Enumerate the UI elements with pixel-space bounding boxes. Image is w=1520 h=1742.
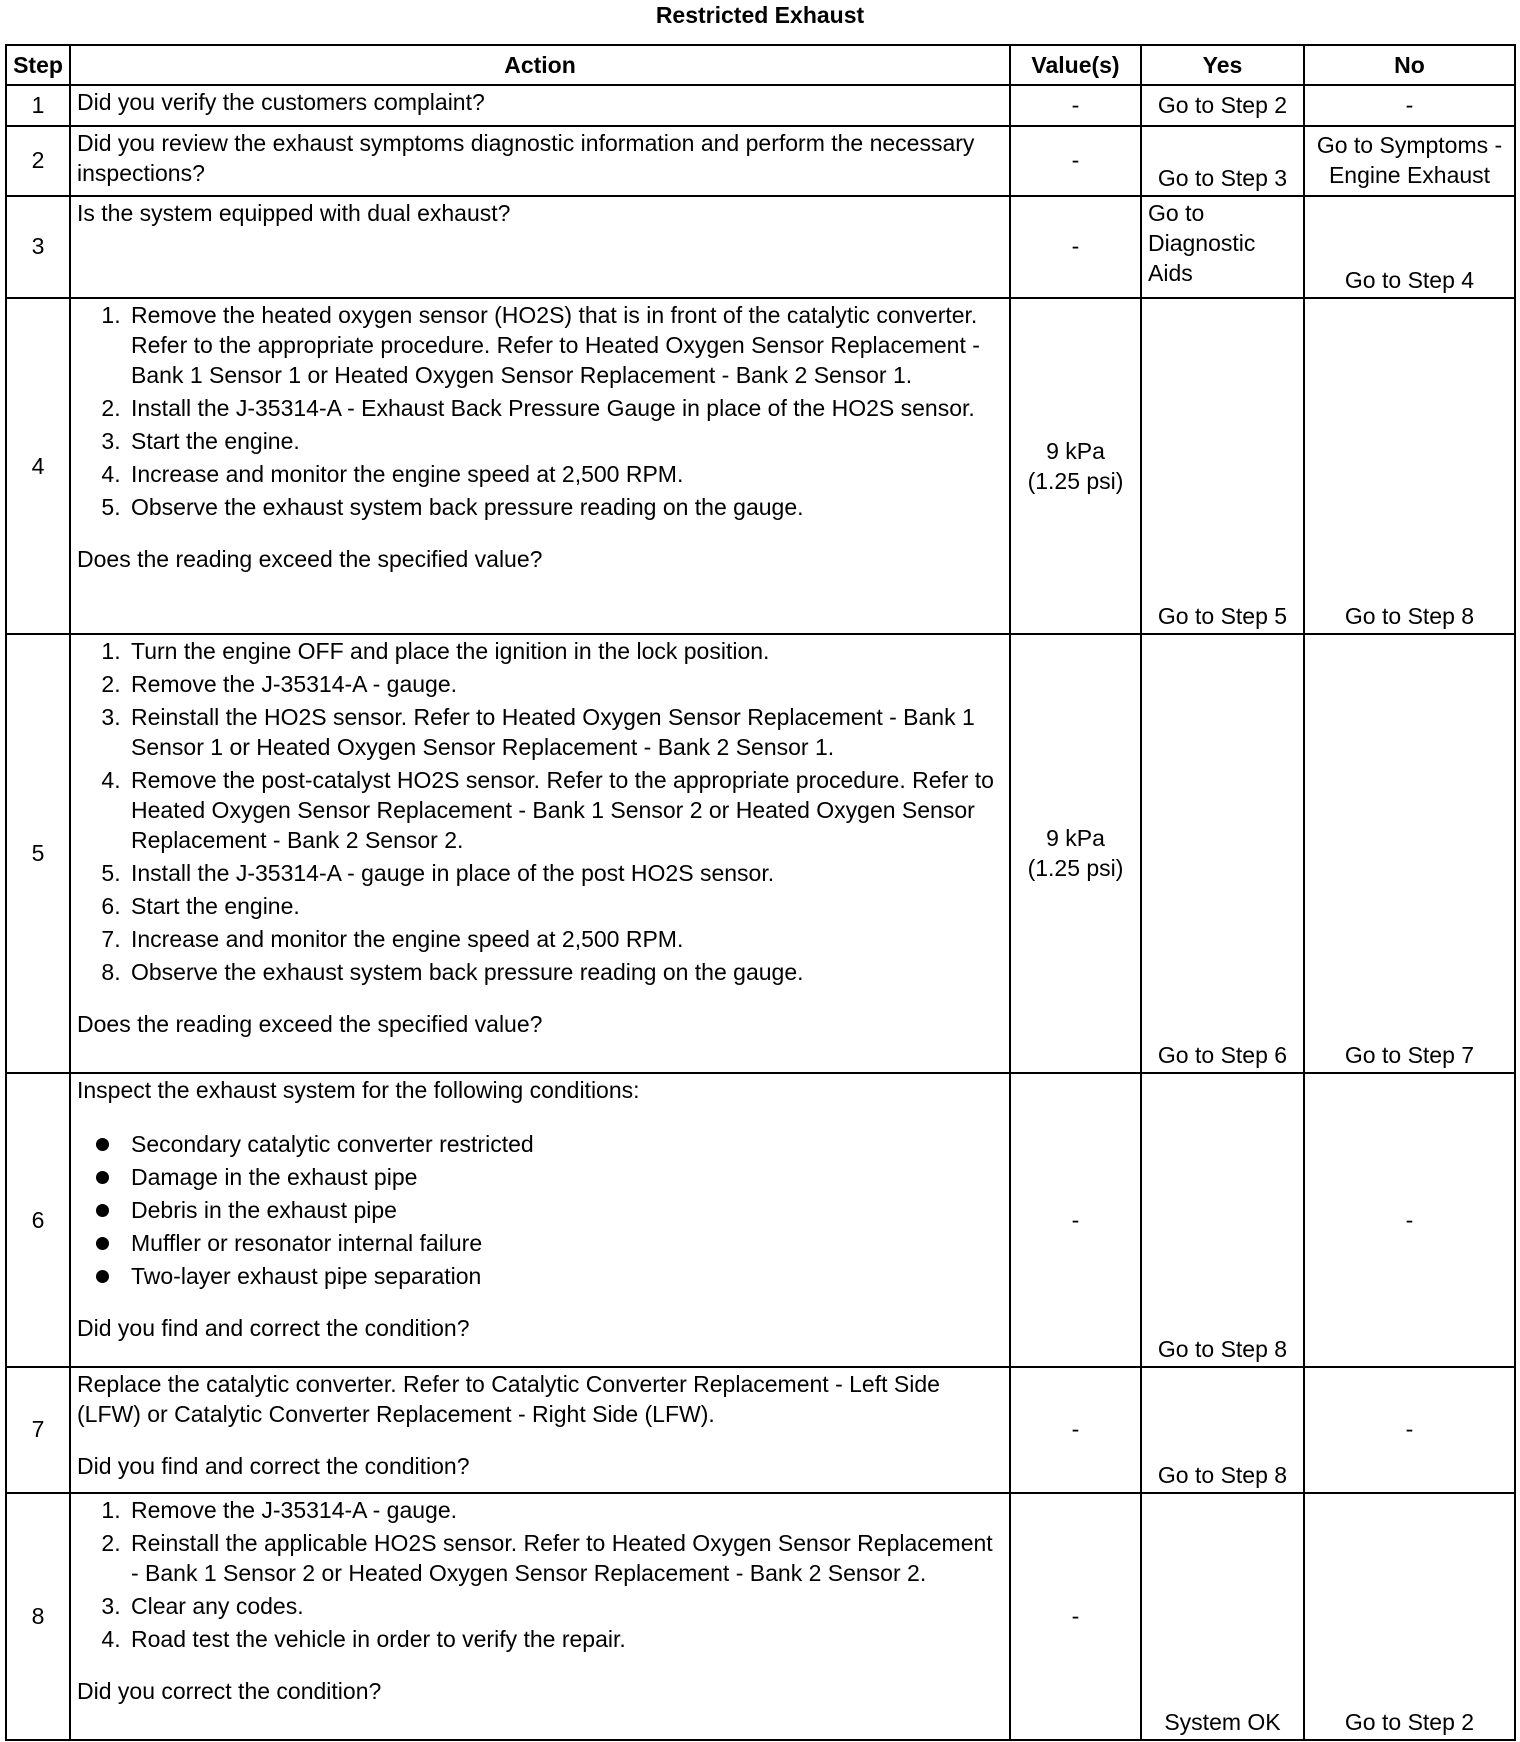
- table-row: [6, 126, 1515, 196]
- no-cell: -: [1304, 1073, 1515, 1367]
- list-item-text: Secondary catalytic converter restricted: [131, 1131, 534, 1158]
- table-row: [6, 634, 1515, 1073]
- list-item: 1. Remove the J-35314-A - gauge.: [127, 1495, 1003, 1525]
- list-item: 4. Remove the post-catalyst HO2S sensor. Refer to the appropriate procedure. Refer to Heated Oxygen Sensor Replacement - Bank 1 Sensor 2 or Heated Oxygen Sensor Replacement - Bank 2 Sensor 2.: [127, 765, 1003, 855]
- step-number: 8: [6, 1493, 70, 1740]
- list-item: [127, 1261, 1003, 1291]
- bullet-icon: [96, 1237, 109, 1250]
- value-cell: -: [1010, 126, 1141, 196]
- list-item: [127, 1129, 1003, 1159]
- procedure-list: [77, 300, 1003, 522]
- intro-text: Replace the catalytic converter. Refer to Catalytic Converter Replacement - Left Side (LFW) or Catalytic Converter Replacement - Right Side (LFW).: [77, 1370, 940, 1427]
- yes-cell: Go to Step 8: [1141, 1367, 1304, 1493]
- step-number: 1: [6, 85, 70, 126]
- intro-text: Inspect the exhaust system for the following conditions:: [77, 1077, 640, 1104]
- table-header-row: [6, 45, 1515, 85]
- yes-cell: Go to Step 3: [1141, 126, 1304, 196]
- list-item: 3. Reinstall the HO2S sensor. Refer to Heated Oxygen Sensor Replacement - Bank 1 Sensor 1 or Heated Oxygen Sensor Replacement - Bank 2 Sensor 1.: [127, 702, 1003, 762]
- table-row: [6, 85, 1515, 126]
- step-number: 4: [6, 298, 70, 635]
- question-text: Did you correct the condition?: [77, 1677, 382, 1704]
- list-item-text: Muffler or resonator internal failure: [131, 1230, 483, 1257]
- header-step: Step: [6, 45, 70, 85]
- list-item: 1. Remove the heated oxygen sensor (HO2S) that is in front of the catalytic converter. Refer to the appropriate procedure. Refer to Heated Oxygen Sensor Replacement - Bank 1 Sensor 1 or Heated Oxygen Sensor Replacement - Bank 2 Sensor 1.: [127, 300, 1003, 390]
- yes-cell: System OK: [1141, 1493, 1304, 1740]
- yes-cell: Go to Diagnostic Aids: [1141, 196, 1304, 298]
- table-row: [6, 1073, 1515, 1367]
- list-item: 3. Start the engine.: [127, 426, 1003, 456]
- bullet-icon: [96, 1204, 109, 1217]
- value-cell: -: [1010, 1073, 1141, 1367]
- list-item: 5. Observe the exhaust system back pressure reading on the gauge.: [127, 492, 1003, 522]
- list-item: 3. Clear any codes.: [127, 1591, 1003, 1621]
- no-cell: Go to Step 2: [1304, 1493, 1515, 1740]
- list-item-text: Damage in the exhaust pipe: [131, 1164, 418, 1191]
- action-cell: [70, 1493, 1010, 1740]
- question-text: Does the reading exceed the specified value?: [77, 545, 543, 572]
- action-cell: [70, 1073, 1010, 1367]
- value-cell: -: [1010, 1493, 1141, 1740]
- step-number: 3: [6, 196, 70, 298]
- list-item-text: Debris in the exhaust pipe: [131, 1197, 397, 1224]
- list-item: 4. Road test the vehicle in order to verify the repair.: [127, 1624, 1003, 1654]
- step-number: 7: [6, 1367, 70, 1493]
- action-cell: [70, 298, 1010, 635]
- no-cell: -: [1304, 1367, 1515, 1493]
- action-text: Did you review the exhaust symptoms diagnostic information and perform the necessary inspections?: [70, 126, 1010, 196]
- no-cell: Go to Step 4: [1304, 196, 1515, 298]
- header-yes: Yes: [1141, 45, 1304, 85]
- bullet-icon: [96, 1138, 109, 1151]
- page-title: Restricted Exhaust: [655, 2, 865, 28]
- action-cell: [70, 634, 1010, 1073]
- list-item: 2. Remove the J-35314-A - gauge.: [127, 669, 1003, 699]
- list-item: [127, 1195, 1003, 1225]
- no-cell: -: [1304, 85, 1515, 126]
- list-item: 7. Increase and monitor the engine speed at 2,500 RPM.: [127, 924, 1003, 954]
- list-item: 8. Observe the exhaust system back pressure reading on the gauge.: [127, 957, 1003, 987]
- header-no: No: [1304, 45, 1515, 85]
- diagnostic-table: [5, 44, 1516, 1741]
- action-cell: [70, 1367, 1010, 1493]
- list-item: 4. Increase and monitor the engine speed at 2,500 RPM.: [127, 459, 1003, 489]
- yes-cell: Go to Step 2: [1141, 85, 1304, 126]
- yes-cell: Go to Step 5: [1141, 298, 1304, 635]
- value-cell: -: [1010, 85, 1141, 126]
- bullet-icon: [96, 1171, 109, 1184]
- table-row: [6, 1493, 1515, 1740]
- action-text: Is the system equipped with dual exhaust?: [70, 196, 1010, 298]
- condition-list: [77, 1129, 1003, 1291]
- value-cell: [1010, 298, 1141, 635]
- question-text: Did you find and correct the condition?: [77, 1315, 470, 1342]
- list-item: 2. Reinstall the applicable HO2S sensor. Refer to Heated Oxygen Sensor Replacement - Bank 1 Sensor 2 or Heated Oxygen Sensor Replacement - Bank 2 Sensor 2.: [127, 1528, 1003, 1588]
- header-action: Action: [70, 45, 1010, 85]
- list-item: 2. Install the J-35314-A - Exhaust Back Pressure Gauge in place of the HO2S sensor.: [127, 393, 1003, 423]
- question-text: Does the reading exceed the specified value?: [77, 1011, 543, 1038]
- list-item: 6. Start the engine.: [127, 891, 1003, 921]
- list-item: 1. Turn the engine OFF and place the ignition in the lock position.: [127, 636, 1003, 666]
- value-kpa: 9 kPa: [1046, 825, 1105, 852]
- procedure-list: [77, 636, 1003, 987]
- question-text: Did you find and correct the condition?: [77, 1452, 470, 1479]
- no-cell: Go to Step 8: [1304, 298, 1515, 635]
- value-psi: (1.25 psi): [1027, 467, 1124, 494]
- table-row: [6, 298, 1515, 635]
- list-item: [127, 1162, 1003, 1192]
- value-cell: -: [1010, 1367, 1141, 1493]
- list-item-text: Two-layer exhaust pipe separation: [131, 1263, 482, 1290]
- value-cell: -: [1010, 196, 1141, 298]
- step-number: 6: [6, 1073, 70, 1367]
- no-cell: Go to Symptoms - Engine Exhaust: [1304, 126, 1515, 196]
- value-kpa: 9 kPa: [1046, 437, 1105, 464]
- no-cell: Go to Step 7: [1304, 634, 1515, 1073]
- action-text: Did you verify the customers complaint?: [70, 85, 1010, 126]
- table-row: [6, 1367, 1515, 1493]
- list-item: [127, 1228, 1003, 1258]
- list-item: 5. Install the J-35314-A - gauge in place of the post HO2S sensor.: [127, 858, 1003, 888]
- bullet-icon: [96, 1270, 109, 1283]
- yes-cell: Go to Step 6: [1141, 634, 1304, 1073]
- procedure-list: [77, 1495, 1003, 1654]
- step-number: 5: [6, 634, 70, 1073]
- step-number: 2: [6, 126, 70, 196]
- header-values: Value(s): [1010, 45, 1141, 85]
- value-cell: [1010, 634, 1141, 1073]
- value-psi: (1.25 psi): [1027, 855, 1124, 882]
- yes-cell: Go to Step 8: [1141, 1073, 1304, 1367]
- table-row: [6, 196, 1515, 298]
